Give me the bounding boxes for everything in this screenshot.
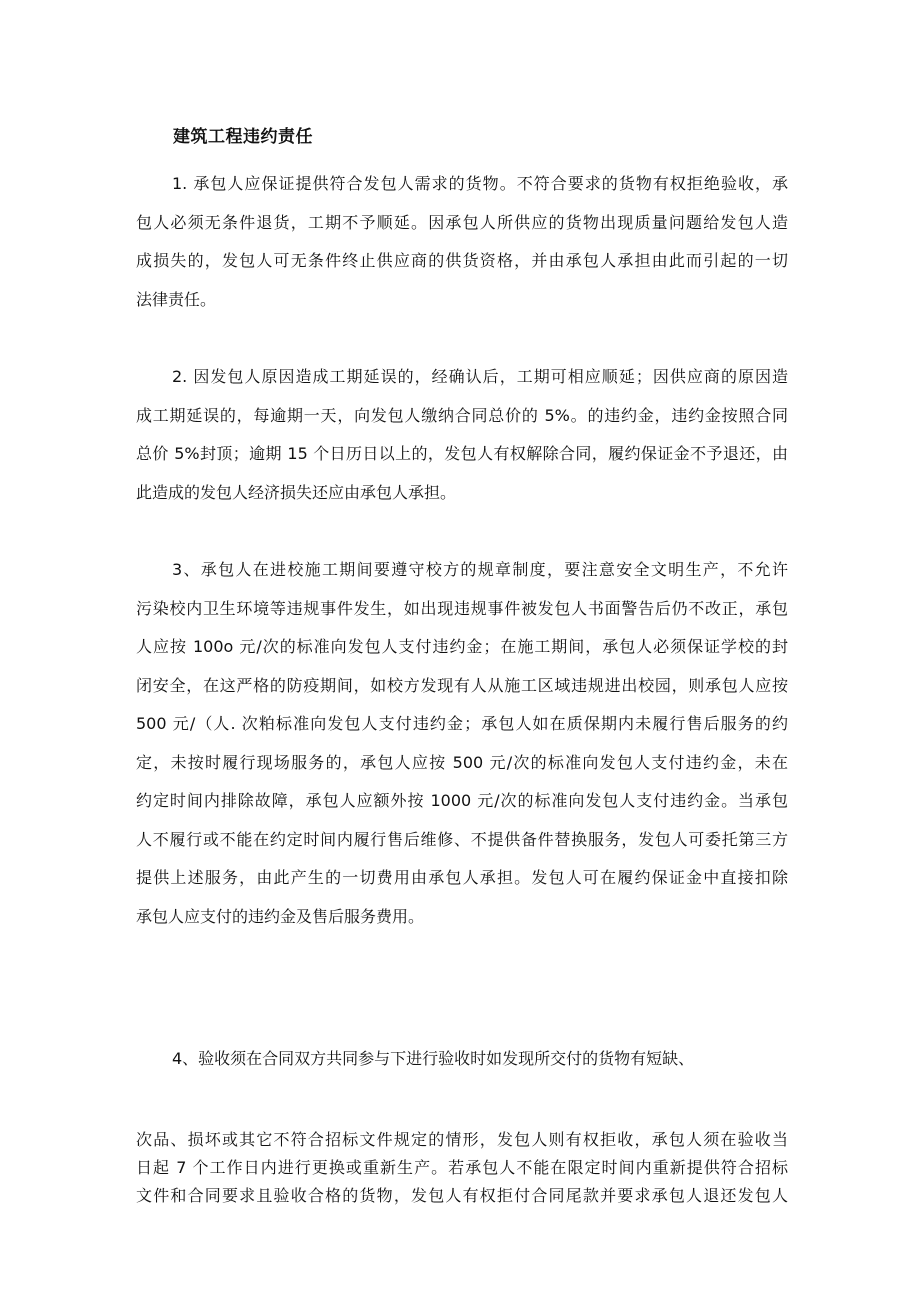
paragraph-line: 2. 因发包人原因造成工期延误的，经确认后，工期可相应顺延；因供应商的原因造: [172, 367, 788, 386]
paragraph-line: 此造成的发包人经济损失还应由承包人承担。: [136, 482, 457, 502]
paragraph-3: [136, 551, 788, 936]
paragraph-line: 次品、损坏或其它不符合招标文件规定的情形，发包人则有权拒收，承包人须在验收当: [136, 1130, 788, 1149]
paragraph-line: 闭安全，在这严格的防疫期间，如校方发现有人从施工区域违规进出校园，则承包人应按: [136, 675, 788, 695]
paragraph-line: 约定时间内排除故障，承包人应额外按 1000 元/次的标准向发包人支付违约金。当承包: [136, 791, 788, 810]
paragraph-line: 包人必须无条件退货，工期不予顺延。因承包人所供应的货物出现质量问题给发包人造: [136, 212, 788, 232]
paragraph-5: [136, 1126, 788, 1210]
paragraph-line: 污染校内卫生环境等违规事件发生，如出现违规事件被发包人书面警告后仍不改正，承包: [136, 598, 788, 618]
paragraph-2: [136, 358, 788, 512]
paragraph-line: 成损失的，发包人可无条件终止供应商的供货资格，并由承包人承担由此而引起的一切: [136, 251, 788, 270]
paragraph-line: 人应按 100o 元/次的标准向发包人支付违约金；在施工期间，承包人必须保证学校的封: [136, 637, 788, 656]
paragraph-line: 日起 7 个工作日内进行更换或重新生产。若承包人不能在限定时间内重新提供符合招标: [136, 1158, 788, 1177]
paragraph-line: 3、承包人在进校施工期间要遵守校方的规章制度，要注意安全文明生产，不允许: [172, 560, 788, 579]
paragraph-1: [136, 165, 788, 319]
paragraph-line: 500 元/（人. 次粕标准向发包人支付违约金；承包人如在质保期内未履行售后服务的约: [136, 714, 788, 733]
paragraph-line: 定，未按时履行现场服务的，承包人应按 500 元/次的标准向发包人支付违约金，未在: [136, 752, 788, 772]
paragraph-line: 人不履行或不能在约定时间内履行售后维修、不提供备件替换服务，发包人可委托第三方: [136, 829, 788, 849]
paragraph-4: [136, 1040, 788, 1079]
paragraph-line: 总价 5%封顶；逾期 15 个日历日以上的，发包人有权解除合同，履约保证金不予退还，由: [136, 444, 788, 463]
paragraph-line: 承包人应支付的违约金及售后服务费用。: [136, 906, 425, 926]
paragraph-line: 文件和合同要求且验收合格的货物，发包人有权拒付合同尾款并要求承包人退还发包人: [136, 1186, 788, 1205]
paragraph-line: 1. 承包人应保证提供符合发包人需求的货物。不符合要求的货物有权拒绝验收，承: [172, 174, 788, 193]
document-title: 建筑工程违约责任: [173, 127, 313, 147]
paragraph-line: 4、验收须在合同双方共同参与下进行验收时如发现所交付的货物有短缺、: [172, 1049, 695, 1068]
paragraph-line: 提供上述服务，由此产生的一切费用由承包人承担。发包人可在履约保证金中直接扣除: [136, 868, 788, 887]
paragraph-line: 成工期延误的，每逾期一天，向发包人缴纳合同总价的 5%。的违约金，违约金按照合同: [136, 405, 788, 425]
paragraph-line: 法律责任。: [136, 289, 217, 309]
